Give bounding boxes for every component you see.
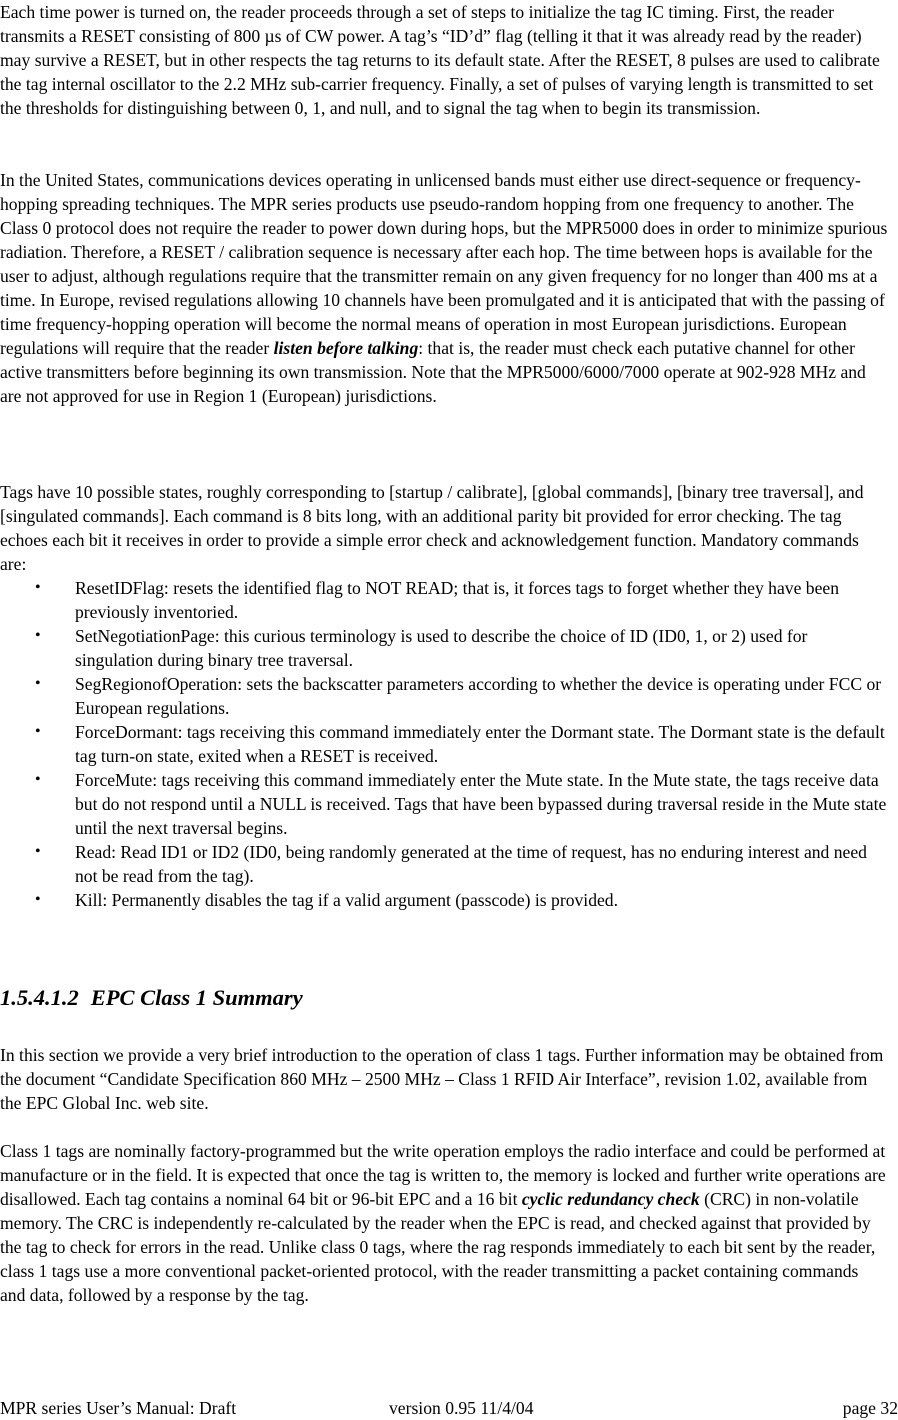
bullet-icon: • <box>35 843 41 860</box>
bullet-icon: • <box>35 675 41 692</box>
mandatory-commands-list <box>0 576 888 912</box>
paragraph-frequency-hopping-text-2: : that is, the reader must check each putative channel for other active transmitters before beginning its own transmission. Note that the MPR5000/6000/7000 operate at 902-928 MHz and are not approved for use in Region 1 (European) jurisdictions. <box>0 338 866 406</box>
footer-page-number: page 32 <box>842 1398 898 1418</box>
section-number: 1.5.4.1.2 <box>0 985 79 1010</box>
list-item-text: SetNegotiationPage: this curious terminology is used to describe the choice of ID (ID0, 1, or 2) used for singulation during binary tree traversal. <box>75 626 808 670</box>
list-item-text: SegRegionofOperation: sets the backscatter parameters according to whether the device is operating under FCC or European regulations. <box>75 674 882 718</box>
list-item-text: Kill: Permanently disables the tag if a valid argument (passcode) is provided. <box>75 890 618 910</box>
list-item-text: ForceDormant: tags receiving this command immediately enter the Dormant state. The Dormant state is the default tag turn-on state, exited when a RESET is received. <box>75 722 885 766</box>
list-item-text: Read: Read ID1 or ID2 (ID0, being randomly generated at the time of request, has no enduring interest and need not be read from the tag). <box>75 842 867 886</box>
paragraph-class1-details-text-2: (CRC) in non-volatile memory. The CRC is independently re-calculated by the reader when the EPC is read, and checked against that provided by the tag to check for errors in the read. Unlike class 0 tags, where the rag responds immediately to each bit sent by the reader, class 1 tags use a more conventional packet-oriented protocol, with the reader transmitting a packet containing commands and data, followed by a response by the tag. <box>0 1189 876 1305</box>
list-item <box>0 624 888 672</box>
list-item <box>0 768 888 840</box>
bullet-icon: • <box>35 579 41 596</box>
page-footer <box>0 1396 898 1420</box>
paragraph-frequency-hopping <box>0 168 888 408</box>
bullet-icon: • <box>35 891 41 908</box>
emphasis-cyclic-redundancy-check: cyclic redundancy check <box>521 1189 700 1209</box>
paragraph-class1-details-text-1: Class 1 tags are nominally factory-programmed but the write operation employs the radio interface and could be performed at manufacture or in the field. It is expected that once the tag is written to, the memory is locked and further write operations are disallowed. Each tag contains a nominal 64 bit or 96-bit EPC and a 16 bit <box>0 1141 886 1209</box>
list-item <box>0 576 888 624</box>
paragraph-reset-sequence: Each time power is turned on, the reader proceeds through a set of steps to initialize the tag IC timing. First, the reader transmits a RESET consisting of 800 µs of CW power. A tag’s “ID’d” flag (telling it that it was already read by the reader) may survive a RESET, but in other respects the tag returns to its default state. After the RESET, 8 pulses are used to calibrate the tag internal oscillator to the 2.2 MHz sub-carrier frequency. Finally, a set of pulses of varying length is transmitted to set the thresholds for distinguishing between 0, 1, and null, and to signal the tag when to begin its transmission. <box>0 2 880 118</box>
list-item-text: ResetIDFlag: resets the identified flag to NOT READ; that is, it forces tags to forget whether they have been previously inventoried. <box>75 578 839 622</box>
footer-manual-title: MPR series User’s Manual: Draft <box>0 1398 237 1418</box>
list-item <box>0 720 888 768</box>
bullet-icon: • <box>35 627 41 644</box>
list-item <box>0 888 888 912</box>
paragraph-tag-states: Tags have 10 possible states, roughly corresponding to [startup / calibrate], [global commands], [binary tree traversal], and [singulated commands]. Each command is 8 bits long, with an additional parity bit provided for error checking. The tag echoes each bit it receives in order to provide a simple error check and acknowledgement function. Mandatory commands are: <box>0 482 864 574</box>
section-title: EPC Class 1 Summary <box>90 985 303 1010</box>
footer-version: version 0.95 11/4/04 <box>389 1398 534 1418</box>
section-heading <box>0 984 888 1012</box>
list-item <box>0 672 888 720</box>
list-item-text: ForceMute: tags receiving this command immediately enter the Mute state. In the Mute state, the tags receive data but do not respond until a NULL is received. Tags that have been bypassed during traversal reside in the Mute state until the next traversal begins. <box>75 770 887 838</box>
list-item <box>0 840 888 888</box>
paragraph-class1-details <box>0 1139 888 1307</box>
paragraph-frequency-hopping-text-1: In the United States, communications devices operating in unlicensed bands must either use direct-sequence or frequency-hopping spreading techniques. The MPR series products use pseudo-random hopping from one frequency to another. The Class 0 protocol does not require the reader to power down during hops, but the MPR5000 does in order to minimize spurious radiation. Therefore, a RESET / calibration sequence is necessary after each hop. The time between hops is available for the user to adjust, although regulations require that the transmitter remain on any given frequency for no longer than 400 ms at a time. In Europe, revised regulations allowing 10 channels have been promulgated and it is anticipated that with the passing of time frequency-hopping operation will become the normal means of operation in most European jurisdictions. European regulations will require that the reader <box>0 170 888 358</box>
bullet-icon: • <box>35 723 41 740</box>
emphasis-listen-before-talking: listen before talking <box>273 338 419 358</box>
bullet-icon: • <box>35 771 41 788</box>
paragraph-class1-intro: In this section we provide a very brief introduction to the operation of class 1 tags. Further information may be obtained from the document “Candidate Specification 860 MHz – 2500 MHz – Class 1 RFID Air Interface”, revision 1.02, available from the EPC Global Inc. web site. <box>0 1045 884 1113</box>
